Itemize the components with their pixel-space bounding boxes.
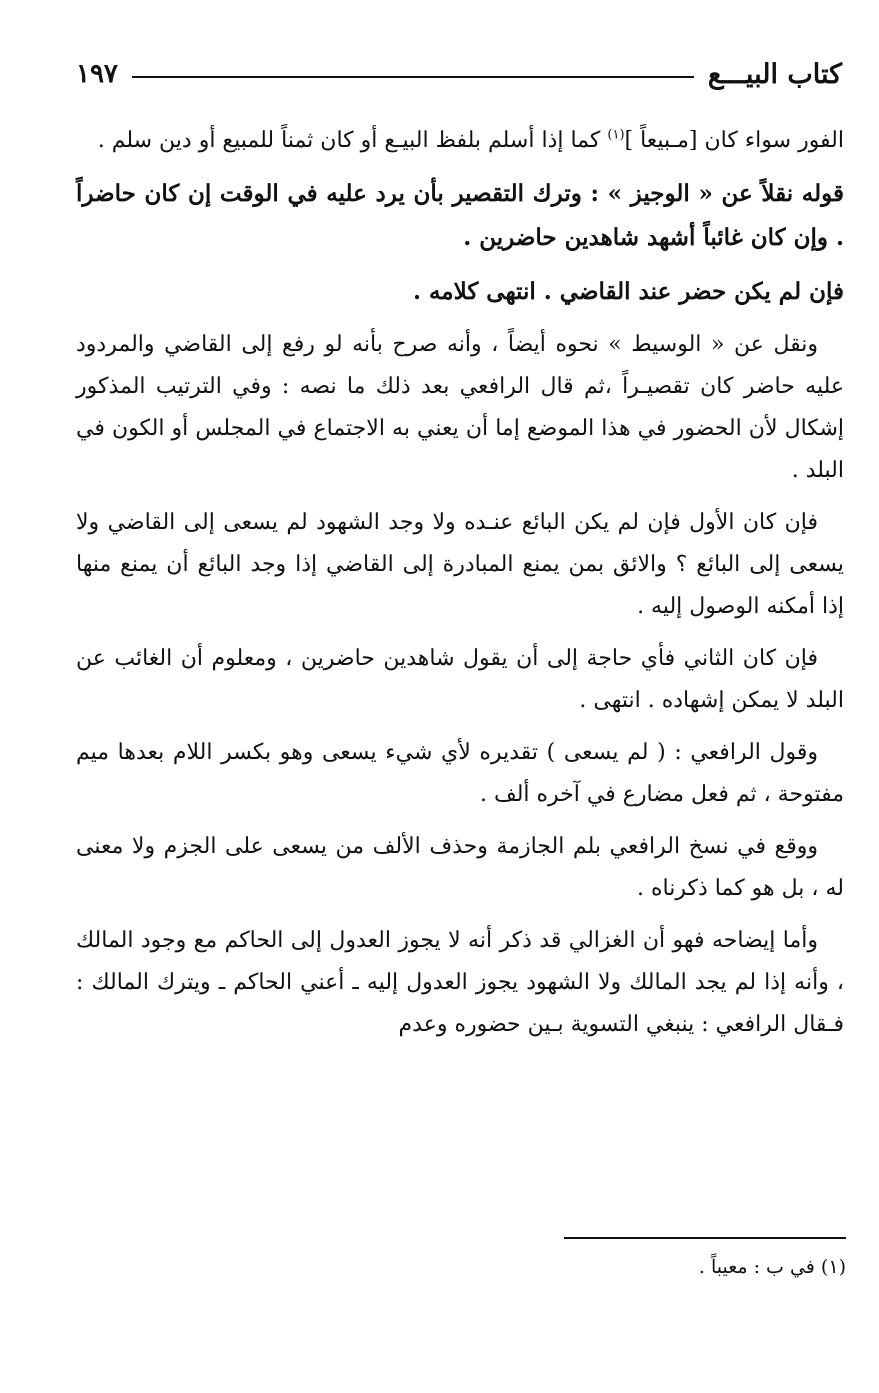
- paragraph-text: الفور سواء كان [مـبيعاً ]: [624, 128, 844, 153]
- paragraph-text: كما إذا أسلم بلفظ البيـع أو كان ثمناً للمبيع أو دين سلم .: [97, 128, 608, 153]
- footnote-rule: [564, 1237, 846, 1239]
- paragraph: وأما إيضاحه فهو أن الغزالي قد ذكر أنه لا يجوز العدول إلى الحاكم مع وجود المالك ، وأنه إذا لم يجد المالك ولا الشهود يجوز العدول إليه ـ أعني الحاكم ـ ويترك المالك : فـقال الرافعي : ينبغي التسوية بـين حضوره وعدم: [76, 928, 844, 1037]
- paragraph: [76, 120, 844, 162]
- header-rule: [132, 76, 694, 78]
- page-number: ١٩٧: [76, 59, 118, 89]
- paragraph: فإن كان الأول فإن لم يكن البائع عنـده ولا وجد الشهود لم يسعى إلى القاضي ولا يسعى إلى البائع ؟ والائق بمن يمنع المبادرة إلى القاضي إذا وجد البائع أن يمنع منها إذا أمكنه الوصول إليه .: [76, 510, 844, 619]
- quoted-heading: فإن لم يكن حضر عند القاضي . انتهى كلامه .: [412, 278, 844, 305]
- body-text: [76, 120, 844, 1056]
- paragraph: ونقل عن « الوسيط » نحوه أيضاً ، وأنه صرح بأنه لو رفع إلى القاضي والمردود عليه حاضر كان تقصيـراً ،ثم قال الرافعي بعد ذلك ما نصه : وفي الترتيب المذكور إشكال لأن الحضور في هذا الموضع إما أن يعني به الاجتماع في المجلس أو الكون في البلد .: [76, 332, 844, 483]
- paragraph: فإن كان الثاني فأي حاجة إلى أن يقول شاهدين حاضرين ، ومعلوم أن الغائب عن البلد لا يمكن إشهاده . انتهى .: [76, 646, 844, 713]
- paragraph: ووقع في نسخ الرافعي بلم الجازمة وحذف الألف من يسعى على الجزم ولا معنى له ، بل هو كما ذكرناه .: [76, 834, 844, 901]
- footnote-reference: (١): [607, 127, 625, 143]
- footnote: (١) في ب : معيباً .: [698, 1256, 846, 1278]
- page-header: [76, 52, 842, 96]
- paragraph: وقول الرافعي : ( لم يسعى ) تقديره لأي شيء يسعى وهو بكسر اللام بعدها ميم مفتوحة ، ثم فعل مضارع في آخره ألف .: [76, 740, 844, 807]
- running-title: كتاب البيـــع: [707, 58, 842, 90]
- quoted-heading: قوله نقلاً عن « الوجيز » : وترك التقصير بأن يرد عليه في الوقت إن كان حاضراً . وإن كان غائباً أشهد شاهدين حاضرين .: [76, 180, 844, 251]
